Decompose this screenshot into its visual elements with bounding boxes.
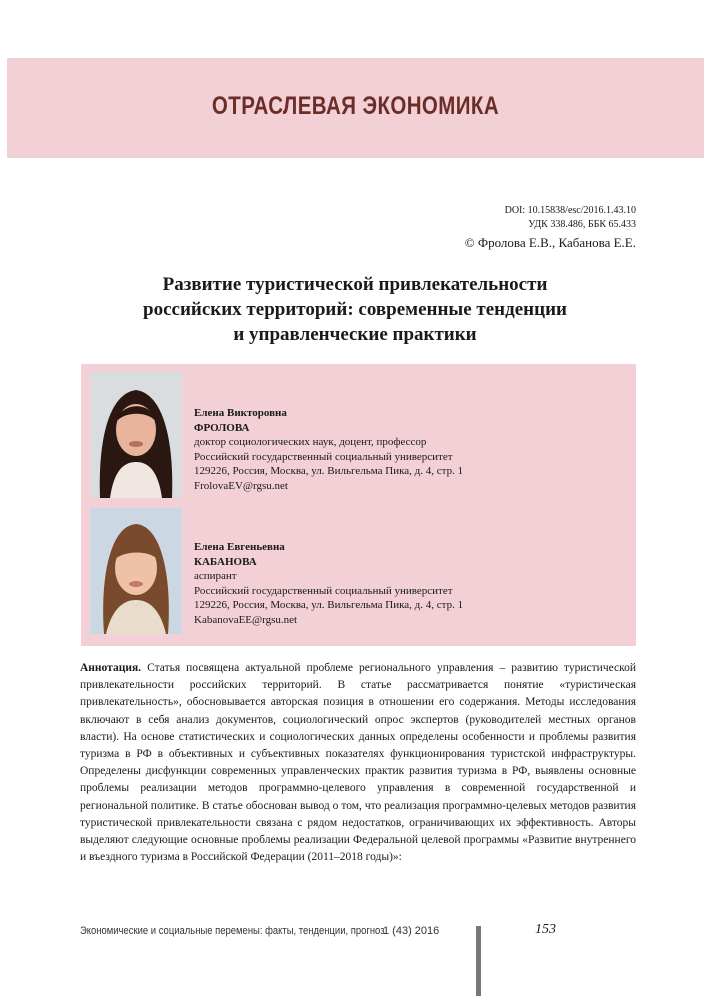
section-banner <box>7 58 704 158</box>
page-marker-bar <box>476 926 481 996</box>
abstract-label: Аннотация. <box>80 662 142 674</box>
abstract-text: Статья посвящена актуальной проблеме регионального управления – развитию туристической привлекательности российских территорий. В статье рассматривается понятие «туристическая привлекательность», обосновывается авторская позиция в отношении его содержания. Методы исследования включают в себя анализ документов, социологический опрос экспертов (руководителей местных органов власти). На основе статистических и социологических данных определены особенности и проблемы развития туризма в РФ в объективных и субъективных показателях функционирования туристской инфраструктуры. Определены дисфункции современных управленческих практик развития туризма в РФ, выявлены основные проблемы реализации методов программно-целевого управления в современной государственной и региональной политике. В статье обоснован вывод о том, что реализация программно-целевых методов развития туристической привлекательности связана с рядом недостатков, ограничивающих их эффективность. Авторы выделяют следующие основные проблемы реализации Федеральной целевой программы «Развитие внутреннего и въездного туризма в Российской Федерации (2011–2018 годы)»: <box>80 662 637 864</box>
authors-box <box>81 364 636 646</box>
author-surname: ФРОЛОВА <box>194 421 250 434</box>
abstract <box>80 660 636 866</box>
doi: DOI: 10.15838/esc/2016.1.43.10 <box>504 205 636 216</box>
journal-name: Экономические и социальные перемены: факты, тенденции, прогноз <box>80 925 385 937</box>
author-photo <box>90 508 182 634</box>
author-photo <box>90 372 182 498</box>
author-email[interactable]: FrolovaEV@rgsu.net <box>194 479 288 492</box>
title-line: Развитие туристической привлекательности <box>162 274 548 295</box>
article-title <box>90 272 620 347</box>
author-email[interactable]: KabanovaEE@rgsu.net <box>194 613 298 626</box>
copyright: © Фролова Е.В., Кабанова Е.Е. <box>464 235 636 250</box>
footer-journal <box>80 925 434 937</box>
author-surname: КАБАНОВА <box>194 555 257 568</box>
footer-issue: 1 (43) 2016 <box>383 925 440 937</box>
udk-code: УДК 338.486, ББК 65.433 <box>528 219 636 230</box>
author-address: 129226, Россия, Москва, ул. Вильгельма Пика, д. 4, стр. 1 <box>194 599 464 611</box>
author-position: доктор социологических наук, доцент, профессор <box>194 436 427 448</box>
author-given-name: Елена Евгеньевна <box>194 541 285 553</box>
author-affiliation: Российский государственный социальный университет <box>194 450 453 463</box>
author-position: аспирант <box>194 570 237 582</box>
author-info <box>194 406 463 493</box>
section-title: ОТРАСЛЕВАЯ ЭКОНОМИКА <box>211 92 500 120</box>
author-address: 129226, Россия, Москва, ул. Вильгельма Пика, д. 4, стр. 1 <box>194 465 464 477</box>
title-line: и управленческие практики <box>233 324 477 345</box>
page-number: 153 <box>535 922 556 937</box>
author-affiliation: Российский государственный социальный университет <box>194 584 453 597</box>
author-given-name: Елена Викторовна <box>194 407 287 419</box>
author-info <box>194 540 463 627</box>
title-line: российских территорий: современные тенденции <box>143 299 567 320</box>
